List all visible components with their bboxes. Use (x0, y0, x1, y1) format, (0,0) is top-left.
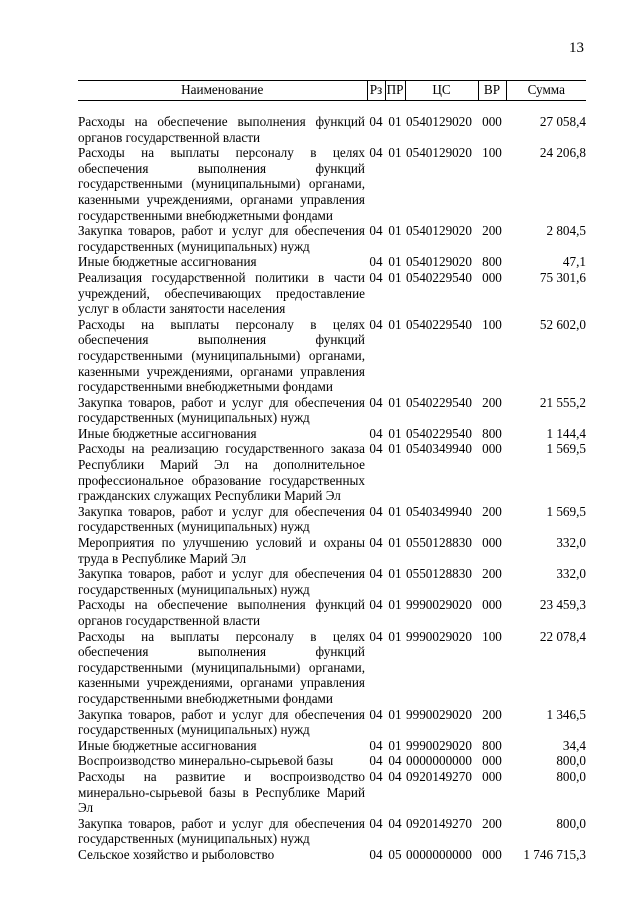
cell-name: Закупка товаров, работ и услуг для обеспечения государственных (муниципальных) нужд (78, 223, 365, 254)
table-row (78, 769, 586, 816)
cell-rz: 04 (369, 566, 383, 582)
cell-pr: 04 (388, 815, 402, 831)
cell-sum: 1 569,5 (546, 441, 586, 457)
cell-pr: 01 (388, 145, 402, 161)
cell-rz: 04 (369, 145, 383, 161)
cell-rz: 04 (369, 223, 383, 239)
cell-cs: 0540129020 (406, 114, 472, 129)
cell-name: Закупка товаров, работ и услуг для обеспечения государственных (муниципальных) нужд (78, 503, 365, 535)
table-row (78, 707, 586, 738)
table-row (78, 566, 586, 597)
cell-vr: 200 (482, 503, 502, 519)
cell-name: Сельское хозяйство и рыболовство (78, 846, 275, 862)
cell-name: Закупка товаров, работ и услуг для обеспечения государственных (муниципальных) нужд (78, 706, 365, 738)
cell-sum: 800,0 (556, 815, 586, 831)
cell-sum: 52 602,0 (539, 316, 586, 332)
cell-sum: 21 555,2 (539, 394, 586, 410)
cell-rz: 04 (369, 269, 383, 285)
cell-sum: 47,1 (562, 254, 586, 270)
header-cs: ЦС (405, 81, 478, 101)
cell-cs: 9990029020 (406, 737, 472, 753)
cell-sum: 1 569,5 (546, 503, 586, 519)
table-row (78, 738, 586, 754)
cell-pr: 01 (388, 269, 402, 285)
cell-sum: 800,0 (556, 768, 586, 784)
cell-rz: 04 (369, 441, 383, 457)
table-row (78, 223, 586, 254)
cell-vr: 800 (482, 425, 502, 441)
cell-sum: 800,0 (556, 753, 586, 769)
cell-cs: 0540229540 (406, 394, 472, 410)
cell-sum: 27 058,4 (539, 114, 586, 129)
cell-name: Расходы на обеспечение выполнения функций органов государственной власти (78, 597, 365, 628)
cell-pr: 01 (388, 441, 402, 457)
cell-pr: 01 (388, 535, 402, 551)
cell-name: Расходы на обеспечение выполнения функций органов государственной власти (78, 114, 365, 145)
cell-rz: 04 (369, 535, 383, 551)
header-pr: ПР (385, 81, 405, 101)
cell-sum: 332,0 (556, 535, 586, 551)
cell-sum: 2 804,5 (546, 223, 586, 239)
cell-vr: 200 (482, 394, 502, 410)
cell-rz: 04 (369, 815, 383, 831)
cell-cs: 0540229540 (406, 425, 472, 441)
cell-pr: 01 (388, 394, 402, 410)
cell-cs: 0540229540 (406, 316, 472, 332)
cell-rz: 04 (369, 394, 383, 410)
table-row (78, 847, 586, 863)
table-row (78, 504, 586, 535)
header-name: Наименование (78, 81, 367, 101)
table-row (78, 441, 586, 503)
cell-sum: 1 144,4 (546, 425, 586, 441)
cell-pr: 01 (388, 223, 402, 239)
cell-vr: 000 (482, 114, 502, 129)
cell-cs: 0540349940 (406, 441, 472, 457)
cell-vr: 100 (482, 316, 502, 332)
table-row (78, 816, 586, 847)
cell-rz: 04 (369, 846, 383, 862)
cell-vr: 000 (482, 597, 502, 613)
cell-vr: 000 (482, 441, 502, 457)
cell-cs: 0540129020 (406, 145, 472, 161)
cell-pr: 01 (388, 503, 402, 519)
cell-name: Закупка товаров, работ и услуг для обеспечения государственных (муниципальных) нужд (78, 566, 365, 597)
cell-pr: 01 (388, 597, 402, 613)
cell-cs: 9990029020 (406, 597, 472, 613)
cell-pr: 01 (388, 737, 402, 753)
cell-pr: 01 (388, 706, 402, 722)
header-rz: Рз (367, 81, 385, 101)
budget-table (78, 80, 586, 863)
cell-vr: 000 (482, 269, 502, 285)
cell-cs: 0000000000 (406, 753, 472, 769)
cell-name: Расходы на выплаты персоналу в целях обеспечения выполнения функций государственными (муниципальными) органами, казенными учреждениями, органами управления государственными внебюджетными фондами (78, 145, 365, 223)
cell-vr: 200 (482, 706, 502, 722)
cell-cs: 0550128830 (406, 566, 472, 582)
cell-pr: 01 (388, 425, 402, 441)
table-row (78, 395, 586, 426)
cell-cs: 0540229540 (406, 269, 472, 285)
cell-rz: 04 (369, 737, 383, 753)
header-vr: ВР (478, 81, 506, 101)
cell-name: Закупка товаров, работ и услуг для обеспечения государственных (муниципальных) нужд (78, 815, 365, 847)
cell-rz: 04 (369, 114, 383, 129)
table-row (78, 426, 586, 442)
cell-sum: 34,4 (562, 737, 586, 753)
cell-cs: 0550128830 (406, 535, 472, 551)
cell-sum: 75 301,6 (539, 269, 586, 285)
cell-vr: 000 (482, 768, 502, 784)
cell-pr: 01 (388, 316, 402, 332)
cell-rz: 04 (369, 628, 383, 644)
cell-pr: 01 (388, 254, 402, 270)
cell-sum: 1 346,5 (546, 706, 586, 722)
cell-sum: 1 746 715,3 (523, 846, 586, 862)
cell-pr: 01 (388, 114, 402, 129)
cell-cs: 0540129020 (406, 254, 472, 270)
cell-cs: 0540129020 (406, 223, 472, 239)
cell-pr: 04 (388, 753, 402, 769)
cell-cs: 0540349940 (406, 503, 472, 519)
cell-vr: 200 (482, 815, 502, 831)
table-body (78, 114, 586, 863)
cell-rz: 04 (369, 316, 383, 332)
cell-name: Расходы на выплаты персоналу в целях обеспечения выполнения функций государственными (муниципальными) органами, казенными учреждениями, органами управления государственными внебюджетными фондами (78, 316, 365, 395)
cell-vr: 200 (482, 566, 502, 582)
cell-sum: 23 459,3 (539, 597, 586, 613)
table-row (78, 114, 586, 145)
page-number: 13 (569, 40, 584, 56)
header-sum: Сумма (506, 81, 586, 101)
cell-sum: 22 078,4 (539, 628, 586, 644)
table-row (78, 254, 586, 270)
cell-rz: 04 (369, 597, 383, 613)
cell-pr: 05 (388, 846, 402, 862)
cell-name: Расходы на выплаты персоналу в целях обеспечения выполнения функций государственными (муниципальными) органами, казенными учреждениями, органами управления государственными внебюджетными фондами (78, 628, 365, 706)
cell-name: Иные бюджетные ассигнования (78, 254, 257, 270)
cell-vr: 000 (482, 753, 502, 769)
cell-sum: 332,0 (556, 566, 586, 582)
cell-pr: 04 (388, 768, 402, 784)
cell-name: Иные бюджетные ассигнования (78, 737, 257, 753)
cell-vr: 100 (482, 628, 502, 644)
cell-cs: 9990029020 (406, 706, 472, 722)
table-row (78, 629, 586, 707)
cell-rz: 04 (369, 768, 383, 784)
cell-vr: 100 (482, 145, 502, 161)
table-header (78, 81, 586, 115)
cell-name: Расходы на развитие и воспроизводство минерально-сырьевой базы в Республике Марий Эл (78, 768, 365, 816)
cell-name: Реализация государственной политики в части учреждений, обеспечивающих предоставление услуг в области занятости населения (78, 269, 365, 317)
cell-name: Мероприятия по улучшению условий и охраны труда в Республике Марий Эл (78, 535, 365, 566)
table-row (78, 270, 586, 317)
cell-pr: 01 (388, 566, 402, 582)
cell-vr: 800 (482, 254, 502, 270)
table-row (78, 145, 586, 223)
cell-rz: 04 (369, 425, 383, 441)
cell-rz: 04 (369, 503, 383, 519)
cell-cs: 0920149270 (406, 768, 472, 784)
cell-cs: 9990029020 (406, 628, 472, 644)
cell-vr: 000 (482, 846, 502, 862)
table-row (78, 597, 586, 628)
table-row (78, 317, 586, 395)
cell-cs: 0920149270 (406, 815, 472, 831)
cell-rz: 04 (369, 254, 383, 270)
cell-sum: 24 206,8 (539, 145, 586, 161)
cell-vr: 000 (482, 535, 502, 551)
cell-name: Закупка товаров, работ и услуг для обеспечения государственных (муниципальных) нужд (78, 394, 365, 426)
table-row (78, 753, 586, 769)
table-row (78, 535, 586, 566)
cell-pr: 01 (388, 628, 402, 644)
cell-rz: 04 (369, 706, 383, 722)
cell-name: Воспроизводство минерально-сырьевой базы (78, 753, 334, 769)
cell-cs: 0000000000 (406, 846, 472, 862)
cell-name: Расходы на реализацию государственного заказа Республики Марий Эл на дополнительное профессиональное образование государственных гражданских служащих Республики Марий Эл (78, 441, 365, 504)
cell-name: Иные бюджетные ассигнования (78, 425, 257, 441)
cell-vr: 200 (482, 223, 502, 239)
cell-rz: 04 (369, 753, 383, 769)
cell-vr: 800 (482, 737, 502, 753)
